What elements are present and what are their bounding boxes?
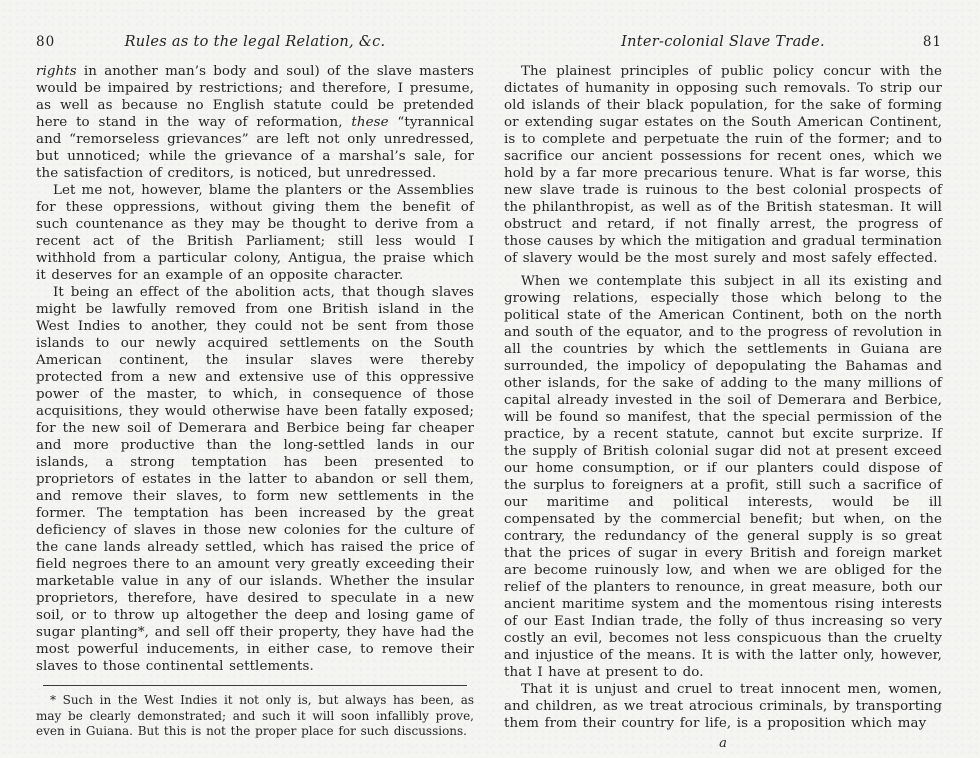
text-run: The plainest principles of public policy concur with the dictates of humanity in opposing such removals. To strip our old islands of their black population, for the sake of forming or extending sugar estates on the South American Continent, is to complete and perpetuate the ruin of the former; and to sacrifice our ancient possessions for recent ones, which we hold by a far more precarious tenure. What is far worse, this new slave trade is ruinous to the best colonial prospects of the philanthropist, as well as of the British statesman. It will obstruct and retard, if not finally arrest, the progress of those causes by which the mitigation and gradual termination of slavery would be the most surely and most safely effected. (504, 64, 942, 266)
paragraph (504, 681, 942, 732)
text-run: in another man’s body and soul) of the slave masters would be impaired by restrictions; and therefore, I presume, as well as because no English statute could be pretended here to stand in the way of reformation, (36, 64, 474, 130)
page-number-right: 81 (922, 34, 942, 50)
page-left (36, 34, 474, 740)
paragraph (36, 63, 474, 182)
paragraph (36, 182, 474, 284)
body-text-left (36, 63, 474, 675)
text-run: When we contemplate this subject in all its existing and growing relations, especially those which belong to the political state of the American Continent, both on the north and south of the equator, and to the progress of revolution in all the countries by which the settlements in Guiana are surrounded, the impolicy of depopulating the Bahamas and other islands, for the sake of adding to the many millions of capital already invested in the soil of Demerara and Berbice, will be found so manifest, that the special permission of the practice, by a recent statute, cannot but excite surprize. If the supply of British colonial sugar did not at present exceed our home consumption, or if our planters could dispose of the surplus to foreigners at a profit, still such a sacrifice of our maritime and political interests, would be ill compensated by the commercial benefit; but when, on the contrary, the redundancy of the general supply is so great that the prices of sugar in every British and foreign market are become ruinously low, and when we are obliged for the relief of the planters to renounce, in great measure, both our ancient maritime system and the momentous rising interests of our East Indian trade, the folly of thus increasing so very costly an evil, becomes not less conspicuous than the cruelty and injustice of the means. It is with the latter only, however, that I have at present to do. (504, 274, 942, 680)
running-head-right (504, 34, 942, 50)
text-run: That it is unjust and cruel to treat innocent men, women, and children, as we treat atrocious criminals, by transporting them from their country for life, is a proposition which may (504, 682, 942, 731)
footnote-left (36, 693, 474, 740)
signature-mark: a (719, 736, 727, 751)
paragraph (504, 63, 942, 267)
footnote-rule (43, 685, 467, 686)
page-right (504, 34, 942, 751)
paragraph (36, 284, 474, 675)
text-run: “tyrannical and “remorseless grievances” are left not only unredressed, but unnoticed; while the grievance of a marshal’s sale, for the satisfaction of creditors, is noticed, but unredressed. (36, 115, 474, 181)
running-title-right: Inter-colonial Slave Trade. (621, 34, 825, 50)
paragraph (36, 693, 474, 740)
text-run: It being an effect of the abolition acts, that though slaves might be lawfully removed from one British island in the West Indies to another, they could not be sent from those islands to our newly acquired settlements on the South American continent, the insular slaves were thereby protected from a new and extensive use of this oppressive power of the master, to which, in consequence of those acquisitions, they would otherwise have been fatally exposed; for the new soil of Demerara and Berbice being far cheaper and more productive than the long-settled lands in our islands, a strong temptation has been presented to proprietors of estates in the latter to abandon or sell them, and remove their slaves, to form new settlements in the former. The temptation has been increased by the great deficiency of slaves in those new colonies for the culture of the cane lands already settled, which has raised the price of field negroes there to an amount very greatly exceeding their marketable value in any of our islands. Whether the insular proprietors, therefore, have desired to speculate in a new soil, or to throw up altogether the deep and losing game of sugar planting*, and sell off their property, they have had the most powerful inducements, in either case, to remove their slaves to those continental settlements. (36, 285, 474, 674)
text-run: Let me not, however, blame the planters or the Assemblies for these oppressions, without giving them the benefit of such countenance as they may be thought to derive from a recent act of the British Parliament; still less would I withhold from a particular colony, Antigua, the praise which it deserves for an example of an opposite character. (36, 183, 474, 283)
text-run: * Such in the West Indies it not only is, but always has been, as may be clearly demonstrated; and such it will soon infallibly prove, even in Guiana. But this is not the proper place for such discussions. (36, 693, 474, 738)
running-title-left: Rules as to the legal Relation, &c. (124, 34, 386, 50)
italic-text: these (351, 115, 389, 130)
body-text-right (504, 63, 942, 732)
page-number-left: 80 (36, 34, 56, 50)
italic-text: rights (36, 64, 77, 79)
running-head-left (36, 34, 474, 50)
paragraph (504, 273, 942, 681)
